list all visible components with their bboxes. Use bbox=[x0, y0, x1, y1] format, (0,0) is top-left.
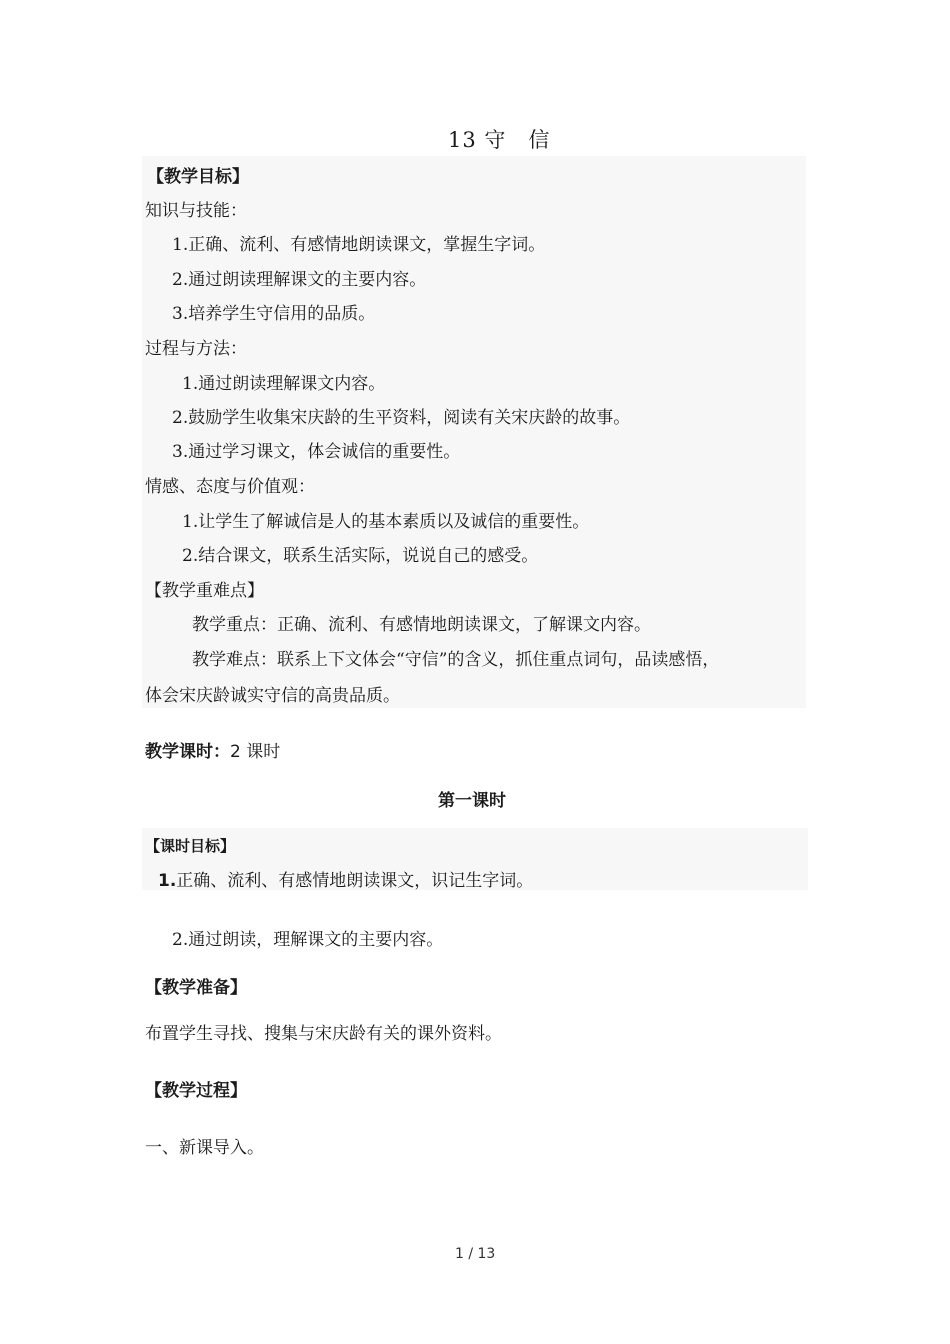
emotion-heading: 情感、态度与价值观： bbox=[145, 477, 315, 497]
process-item-2: 2.鼓励学生收集宋庆龄的生平资料，阅读有关宋庆龄的故事。 bbox=[172, 408, 631, 428]
emotion-item-1: 1.让学生了解诚信是人的基本素质以及诚信的重要性。 bbox=[182, 512, 590, 532]
hours-label: 教学课时： bbox=[145, 742, 230, 762]
process-item-1: 1.通过朗读理解课文内容。 bbox=[182, 374, 386, 394]
prep-heading: 【教学准备】 bbox=[145, 978, 247, 998]
page-number: 1 / 13 bbox=[455, 1246, 496, 1262]
lesson-goal-1 bbox=[158, 866, 533, 891]
teaching-hours bbox=[145, 737, 280, 762]
procedure-step-1: 一、新课导入。 bbox=[145, 1138, 264, 1158]
lesson-goal-1-text: 正确、流利、有感情地朗读课文，识记生字词。 bbox=[176, 871, 534, 891]
hours-value: 2 课时 bbox=[230, 742, 281, 762]
process-heading: 过程与方法： bbox=[145, 339, 247, 359]
goals-heading: 【教学目标】 bbox=[147, 167, 249, 187]
knowledge-item-2: 2.通过朗读理解课文的主要内容。 bbox=[172, 270, 427, 290]
document-title: 13 守 信 bbox=[448, 128, 551, 152]
procedure-heading: 【教学过程】 bbox=[145, 1081, 247, 1101]
lesson-goal-number: 1. bbox=[158, 871, 177, 891]
keypoint-focus: 教学重点：正确、流利、有感情地朗读课文，了解课文内容。 bbox=[192, 615, 651, 635]
prep-text: 布置学生寻找、搜集与宋庆龄有关的课外资料。 bbox=[145, 1024, 502, 1044]
lesson-goals-heading: 【课时目标】 bbox=[145, 837, 236, 855]
knowledge-item-1: 1.正确、流利、有感情地朗读课文，掌握生字词。 bbox=[172, 235, 546, 255]
knowledge-heading: 知识与技能： bbox=[145, 201, 247, 221]
lesson-goal-2: 2.通过朗读，理解课文的主要内容。 bbox=[172, 930, 444, 950]
lesson-heading: 第一课时 bbox=[438, 791, 506, 811]
emotion-item-2: 2.结合课文，联系生活实际，说说自己的感受。 bbox=[182, 546, 539, 566]
knowledge-item-3: 3.培养学生守信用的品质。 bbox=[172, 304, 376, 324]
keypoints-heading: 【教学重难点】 bbox=[145, 581, 264, 601]
keypoint-difficulty-line1: 教学难点：联系上下文体会“守信”的含义，抓住重点词句，品读感悟， bbox=[192, 650, 720, 670]
process-item-3: 3.通过学习课文，体会诚信的重要性。 bbox=[172, 442, 461, 462]
keypoint-difficulty-line2: 体会宋庆龄诚实守信的高贵品质。 bbox=[145, 686, 400, 706]
